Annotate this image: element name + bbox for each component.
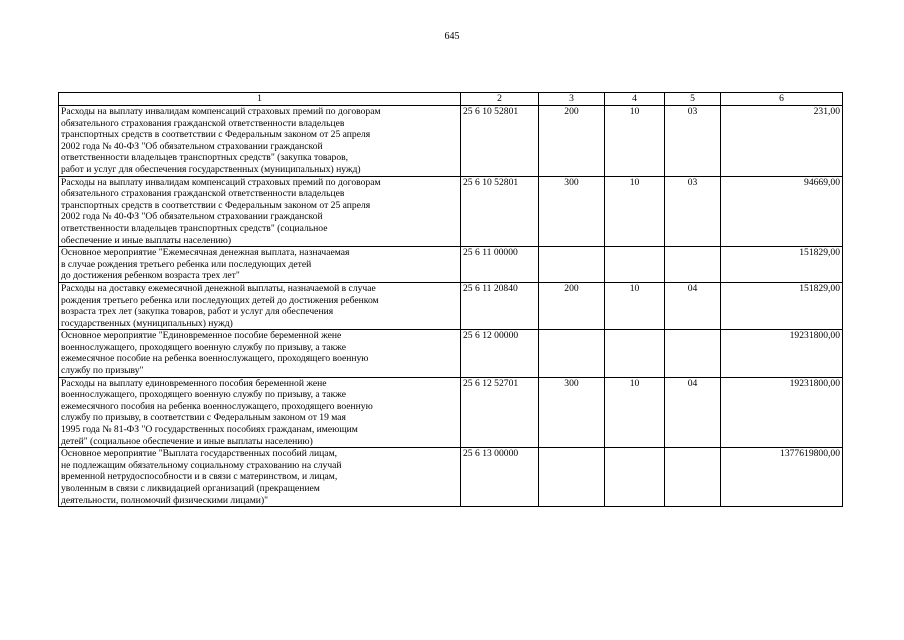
amount-cell: 94669,00 bbox=[721, 176, 843, 247]
target-article-code-cell: 25 6 13 00000 bbox=[461, 448, 539, 507]
subsection-code-cell bbox=[665, 330, 721, 377]
target-article-code-cell: 25 6 11 20840 bbox=[461, 282, 539, 329]
table-row bbox=[59, 106, 843, 177]
section-code-cell: 10 bbox=[605, 377, 665, 448]
target-article-code-cell: 25 6 12 00000 bbox=[461, 330, 539, 377]
expense-name-cell: Основное мероприятие "Единовременное пособие беременной жене военнослужащего, проходящего военную службу по призыву, а также ежемесячное пособие на ребенка военнослужащего, проходящего военную службу по призыву" bbox=[59, 330, 461, 377]
section-code-cell: 10 bbox=[605, 282, 665, 329]
target-article-code-cell: 25 6 12 52701 bbox=[461, 377, 539, 448]
expense-type-code-cell: 200 bbox=[539, 106, 605, 177]
budget-table bbox=[58, 92, 843, 507]
column-header-1: 1 bbox=[59, 93, 461, 106]
section-code-cell bbox=[605, 247, 665, 283]
expense-type-code-cell bbox=[539, 247, 605, 283]
table-row bbox=[59, 247, 843, 283]
section-code-cell: 10 bbox=[605, 106, 665, 177]
expense-type-code-cell bbox=[539, 330, 605, 377]
column-header-6: 6 bbox=[721, 93, 843, 106]
expense-name-cell: Расходы на доставку ежемесячной денежной выплаты, назначаемой в случае рождения третьего ребенка или последующих детей до достижения ребенком возраста трех лет (закупка товаров, работ и услуг для обеспечения государственных (муниципальных) нужд) bbox=[59, 282, 461, 329]
subsection-code-cell: 03 bbox=[665, 106, 721, 177]
target-article-code-cell: 25 6 11 00000 bbox=[461, 247, 539, 283]
subsection-code-cell bbox=[665, 448, 721, 507]
column-header-2: 2 bbox=[461, 93, 539, 106]
expense-type-code-cell bbox=[539, 448, 605, 507]
amount-cell: 231,00 bbox=[721, 106, 843, 177]
expense-type-code-cell: 300 bbox=[539, 176, 605, 247]
expense-name-cell: Основное мероприятие "Ежемесячная денежная выплата, назначаемая в случае рождения третьего ребенка или последующих детей до достижения ребенком возраста трех лет" bbox=[59, 247, 461, 283]
column-header-row bbox=[59, 93, 843, 106]
section-code-cell: 10 bbox=[605, 176, 665, 247]
amount-cell: 19231800,00 bbox=[721, 330, 843, 377]
expense-type-code-cell: 300 bbox=[539, 377, 605, 448]
amount-cell: 151829,00 bbox=[721, 282, 843, 329]
subsection-code-cell bbox=[665, 247, 721, 283]
expense-name-cell: Расходы на выплату инвалидам компенсаций страховых премий по договорам обязательного страхования гражданской ответственности владельцев транспортных средств в соответствии с Федеральным законом от 25 апреля 2002 года № 40-ФЗ "Об обязательном страховании гражданской ответственности владельцев транспортных средств" (закупка товаров, работ и услуг для обеспечения государственных (муниципальных) нужд) bbox=[59, 106, 461, 177]
subsection-code-cell: 04 bbox=[665, 282, 721, 329]
subsection-code-cell: 03 bbox=[665, 176, 721, 247]
column-header-3: 3 bbox=[539, 93, 605, 106]
table-row bbox=[59, 330, 843, 377]
column-header-4: 4 bbox=[605, 93, 665, 106]
target-article-code-cell: 25 6 10 52801 bbox=[461, 176, 539, 247]
target-article-code-cell: 25 6 10 52801 bbox=[461, 106, 539, 177]
subsection-code-cell: 04 bbox=[665, 377, 721, 448]
column-header-5: 5 bbox=[665, 93, 721, 106]
expense-type-code-cell: 200 bbox=[539, 282, 605, 329]
page-number: 645 bbox=[444, 31, 460, 42]
table-row bbox=[59, 448, 843, 507]
section-code-cell bbox=[605, 448, 665, 507]
table-row bbox=[59, 377, 843, 448]
expense-name-cell: Расходы на выплату инвалидам компенсаций страховых премий по договорам обязательного страхования гражданской ответственности владельцев транспортных средств в соответствии с Федеральным законом от 25 апреля 2002 года № 40-ФЗ "Об обязательном страховании гражданской ответственности владельцев транспортных средств" (социальное обеспечение и иные выплаты населению) bbox=[59, 176, 461, 247]
table-row bbox=[59, 176, 843, 247]
section-code-cell bbox=[605, 330, 665, 377]
amount-cell: 151829,00 bbox=[721, 247, 843, 283]
expense-name-cell: Основное мероприятие "Выплата государственных пособий лицам, не подлежащим обязательному социальному страхованию на случай временной нетрудоспособности и в связи с материнством, и лицам, уволенным в связи с ликвидацией организаций (прекращением деятельности, полномочий физическими лицами)" bbox=[59, 448, 461, 507]
amount-cell: 19231800,00 bbox=[721, 377, 843, 448]
expense-name-cell: Расходы на выплату единовременного пособия беременной жене военнослужащего, проходящего военную службу по призыву, а также ежемесячного пособия на ребенка военнослужащего, проходящего военную службу по призыву, в соответствии с Федеральным законом от 19 мая 1995 года № 81-ФЗ "О государственных пособиях гражданам, имеющим детей" (социальное обеспечение и иные выплаты населению) bbox=[59, 377, 461, 448]
table-row bbox=[59, 282, 843, 329]
amount-cell: 1377619800,00 bbox=[721, 448, 843, 507]
